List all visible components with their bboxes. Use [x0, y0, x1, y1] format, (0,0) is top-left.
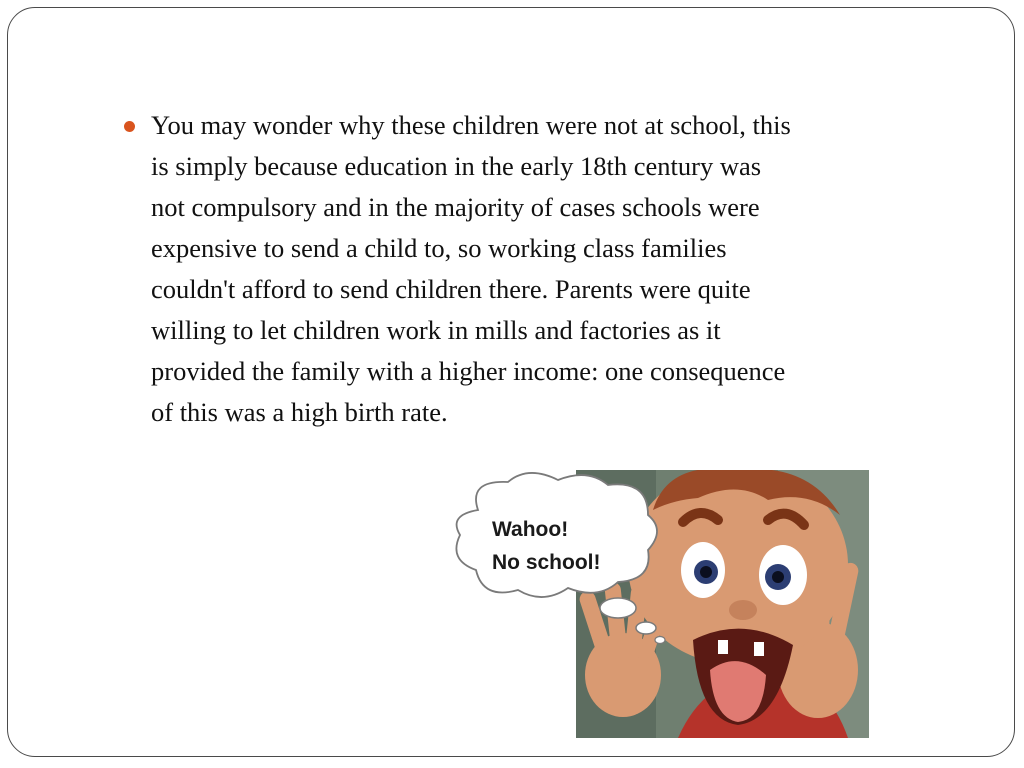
bullet-item: [118, 105, 791, 433]
speech-bubble: [456, 473, 657, 597]
speech-line-2: No school!: [492, 551, 601, 574]
cartoon-illustration: [448, 470, 869, 738]
slide: [7, 7, 1015, 757]
bullet-dot-icon: [124, 121, 135, 132]
bullet-text: You may wonder why these children were not at school, this is simply because education in the early 18th century was not compulsory and in the majority of cases schools were expensive to send a child to, so working class families couldn't afford to send children there. Parents were quite willing to let children work in mills and factories as it provided the family with a higher income: one consequence of this was a high birth rate.: [151, 110, 791, 427]
speech-line-1: Wahoo!: [492, 518, 569, 541]
